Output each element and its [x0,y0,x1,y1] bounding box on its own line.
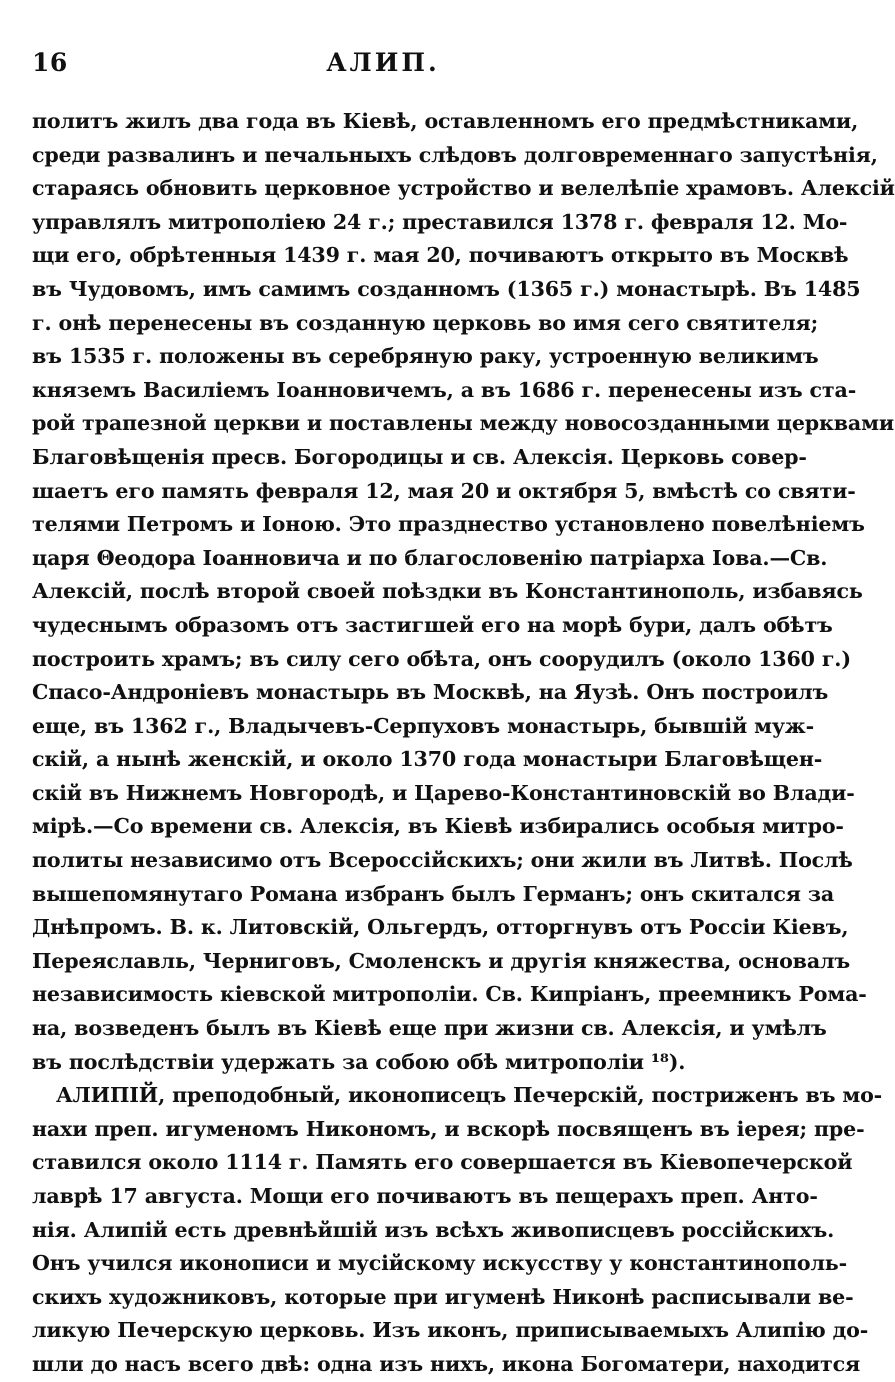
text-line: ставился около 1114 г. Память его совершается въ Кіевопечерской [32,1150,853,1175]
text-line: мірѣ.—Со времени св. Алексія, въ Кіевѣ избирались особыя митро- [32,814,844,839]
text-line: АЛИПІЙ, преподобный, иконописецъ Печерскій, постриженъ въ мо- [56,1083,883,1108]
text-line: политы независимо отъ Всероссійскихъ; они жили въ Литвѣ. Послѣ [32,848,853,873]
text-line: Благовѣщенія пресв. Богородицы и св. Алексія. Церковь совер- [32,444,807,469]
text-line: Спасо-Андроніевъ монастырь въ Москвѣ, на Яузѣ. Онъ построилъ [32,680,829,705]
text-line: Переяславль, Черниговъ, Смоленскъ и другія княжества, основалъ [32,948,851,973]
text-line: еще, въ 1362 г., Владычевъ-Серпуховъ монастырь, бывшій муж- [32,713,814,738]
running-title: АЛИП. [326,48,440,77]
text-line: шаетъ его память февраля 12, мая 20 и октября 5, вмѣстѣ со святи- [32,478,856,503]
text-line: нія. Алипій есть древнѣйшій изъ всѣхъ живописцевъ россійскихъ. [32,1217,835,1242]
text-line: Алексій, послѣ второй своей поѣздки въ Константинополь, избавясь [32,579,863,604]
text-line: среди развалинъ и печальныхъ слѣдовъ долговременнаго запустѣнія, [32,142,878,167]
text-line: чудеснымъ образомъ отъ застигшей его на морѣ бури, далъ обѣтъ [32,612,833,637]
text-line: вышепомянутаго Романа избранъ былъ Германъ; онъ скитался за [32,881,835,906]
text-line: царя Θеодора Іоанновича и по благословенію патріарха Іова.—Св. [32,545,828,570]
text-line: политъ жилъ два года въ Кіевѣ, оставленномъ его предмѣстниками, [32,109,859,133]
text-line: княземъ Василіемъ Іоанновичемъ, а въ 1686 г. перенесены изъ ста- [32,377,857,402]
text-line: Днѣпромъ. В. к. Литовскій, Ольгердъ, отторгнувъ отъ Россіи Кіевъ, [32,915,849,940]
text-line: Онъ учился иконописи и мусійскому искусству у константинополь- [32,1251,848,1276]
text-line: управлялъ митрополіею 24 г.; преставился 1378 г. февраля 12. Мо- [32,209,848,234]
text-line: независимость кіевской митрополіи. Св. Кипріанъ, преемникъ Рома- [32,982,867,1007]
text-line: телями Петромъ и Іоною. Это празднество установлено повелѣніемъ [32,512,865,537]
text-line: стараясь обновить церковное устройство и велелѣпіе храмовъ. Алексій [32,176,895,201]
text-line: въ Чудовомъ, имъ самимъ созданномъ (1365 г.) монастырѣ. Въ 1485 [32,276,861,301]
text-line: щи его, обрѣтенныя 1439 г. мая 20, почиваютъ открыто въ Москвѣ [32,243,849,268]
body-text [32,105,895,1382]
text-line: шли до насъ всего двѣ: одна изъ нихъ, икона Богоматери, находится [32,1351,861,1376]
text-line: ликую Печерскую церковь. Изъ иконъ, приписываемыхъ Алипію до- [32,1318,869,1343]
text-line: построить храмъ; въ силу сего обѣта, онъ соорудилъ (около 1360 г.) [32,646,851,671]
text-line: на, возведенъ былъ въ Кіевѣ еще при жизни св. Алексія, и умѣлъ [32,1016,827,1041]
text-line: скій, а нынѣ женскій, и около 1370 года монастыри Благовѣщен- [32,747,823,772]
text-line: нахи преп. игуменомъ Никономъ, и вскорѣ посвященъ въ іерея; пре- [32,1116,865,1141]
text-line: скій въ Нижнемъ Новгородѣ, и Царево-Константиновскій во Влади- [32,780,855,805]
text-line: въ 1535 г. положены въ серебряную раку, устроенную великимъ [32,344,819,369]
page-number: 16 [32,48,68,77]
text-line: лаврѣ 17 августа. Мощи его почиваютъ въ пещерахъ преп. Анто- [32,1184,818,1208]
text-line: рой трапезной церкви и поставлены между новосозданными церквами [32,411,894,436]
page-header [32,48,734,84]
text-line: скихъ художниковъ, которые при игуменѣ Никонѣ расписывали ве- [32,1284,854,1309]
text-line: г. онѣ перенесены въ созданную церковь во имя сего святителя; [32,310,819,335]
text-line: въ послѣдствіи удержать за собою обѣ митрополіи ¹⁸). [32,1049,686,1074]
